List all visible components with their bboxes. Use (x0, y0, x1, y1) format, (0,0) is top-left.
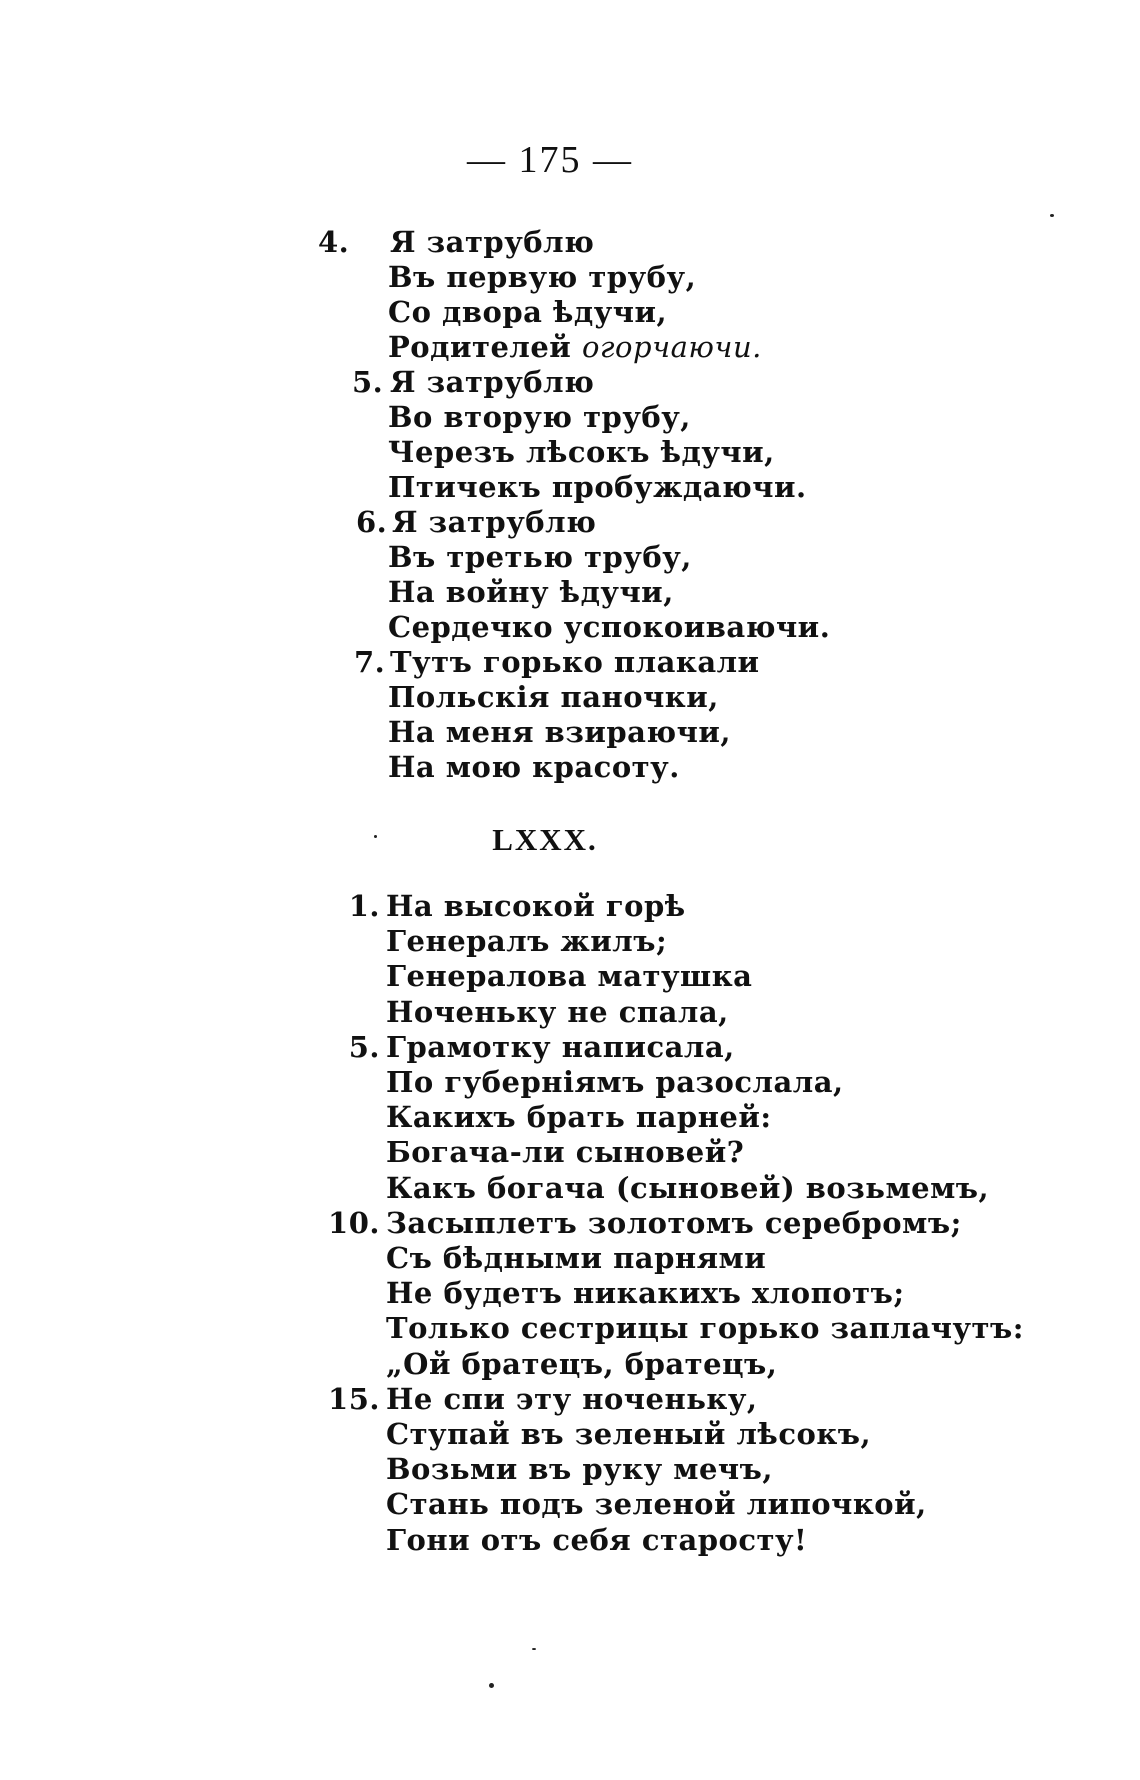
stanza-5-line-2: Во вторую трубу, (388, 400, 691, 434)
verse-text: Родителей (388, 330, 572, 364)
ink-speck (532, 1648, 536, 1650)
verse-text: Съ бѣдными парнями (386, 1241, 767, 1275)
stanza-7-line-4: На мою красоту. (388, 750, 680, 784)
verse-text: Не будетъ никакихъ хлопотъ; (386, 1276, 905, 1311)
ink-speck (374, 835, 377, 838)
stanza-6-line-2: Въ третью трубу, (388, 540, 692, 574)
line-number: 5. (348, 1029, 380, 1064)
stanza-7-line-2: Польскія паночки, (388, 680, 719, 714)
verse-text: Я затрублю (390, 365, 595, 399)
verse-text: Генералъ жилъ; (386, 924, 668, 959)
section-title: LXXX. (492, 822, 598, 857)
verse-text: Засыплетъ золотомъ серебромъ; (386, 1205, 962, 1240)
verse-text: Ступай въ зеленый лѣсокъ, (386, 1417, 872, 1451)
stanza-number: 4. (318, 225, 350, 259)
line-number: 10. (328, 1205, 380, 1240)
line-number: 15. (328, 1381, 380, 1416)
verse-text: Тутъ горько плакали (390, 645, 760, 679)
verse-text: Я затрублю (392, 505, 597, 539)
verse-text: Только сестрицы горько заплачутъ: (386, 1311, 1024, 1346)
stanza-6-line-4: Сердечко успокоиваючи. (388, 610, 831, 644)
stanza-6-line-3: На войну ѣдучи, (388, 575, 674, 609)
verse-text: Не спи эту ноченьку, (386, 1381, 758, 1416)
verse-text: „Ой братецъ, братецъ, (386, 1346, 778, 1381)
stanza-number: 6. (356, 505, 388, 539)
ink-speck (489, 1683, 494, 1688)
stanza-4-line-2: Въ первую трубу, (388, 260, 697, 294)
verse-text: Какъ богача (сыновей) возьмемъ, (386, 1170, 990, 1205)
stanza-4-line-3: Со двора ѣдучи, (388, 295, 668, 329)
line-number: 1. (348, 889, 380, 923)
verse-text: Какихъ брать парней: (386, 1100, 772, 1135)
stanza-number: 7. (354, 645, 386, 679)
page-number: — 175 — (467, 139, 633, 181)
ink-speck (1050, 214, 1054, 217)
verse-text: Возьми въ руку мечъ, (386, 1452, 773, 1487)
verse-text: Грамотку написала, (386, 1029, 735, 1064)
verse-text: По губерніямъ разослала, (386, 1065, 844, 1099)
verse-text: Генералова матушка (386, 959, 753, 994)
verse-text: Богача-ли сыновей? (386, 1135, 745, 1170)
verse-text: Ноченьку не спала, (386, 994, 729, 1029)
verse-text: Стань подъ зеленой липочкой, (386, 1487, 927, 1522)
stanza-number: 5. (352, 365, 384, 399)
verse-text-italic: огорчаючи. (581, 330, 762, 364)
verse-text: На высокой горѣ (386, 889, 686, 923)
stanza-5-line-3: Черезъ лѣсокъ ѣдучи, (388, 435, 775, 469)
stanza-4-line-4 (388, 330, 762, 364)
verse-text: Я затрублю (390, 225, 595, 259)
stanza-5-line-4: Птичекъ пробуждаючи. (388, 470, 807, 504)
verse-text: Гони отъ себя старосту! (386, 1522, 808, 1557)
stanza-7-line-3: На меня взираючи, (388, 715, 731, 749)
